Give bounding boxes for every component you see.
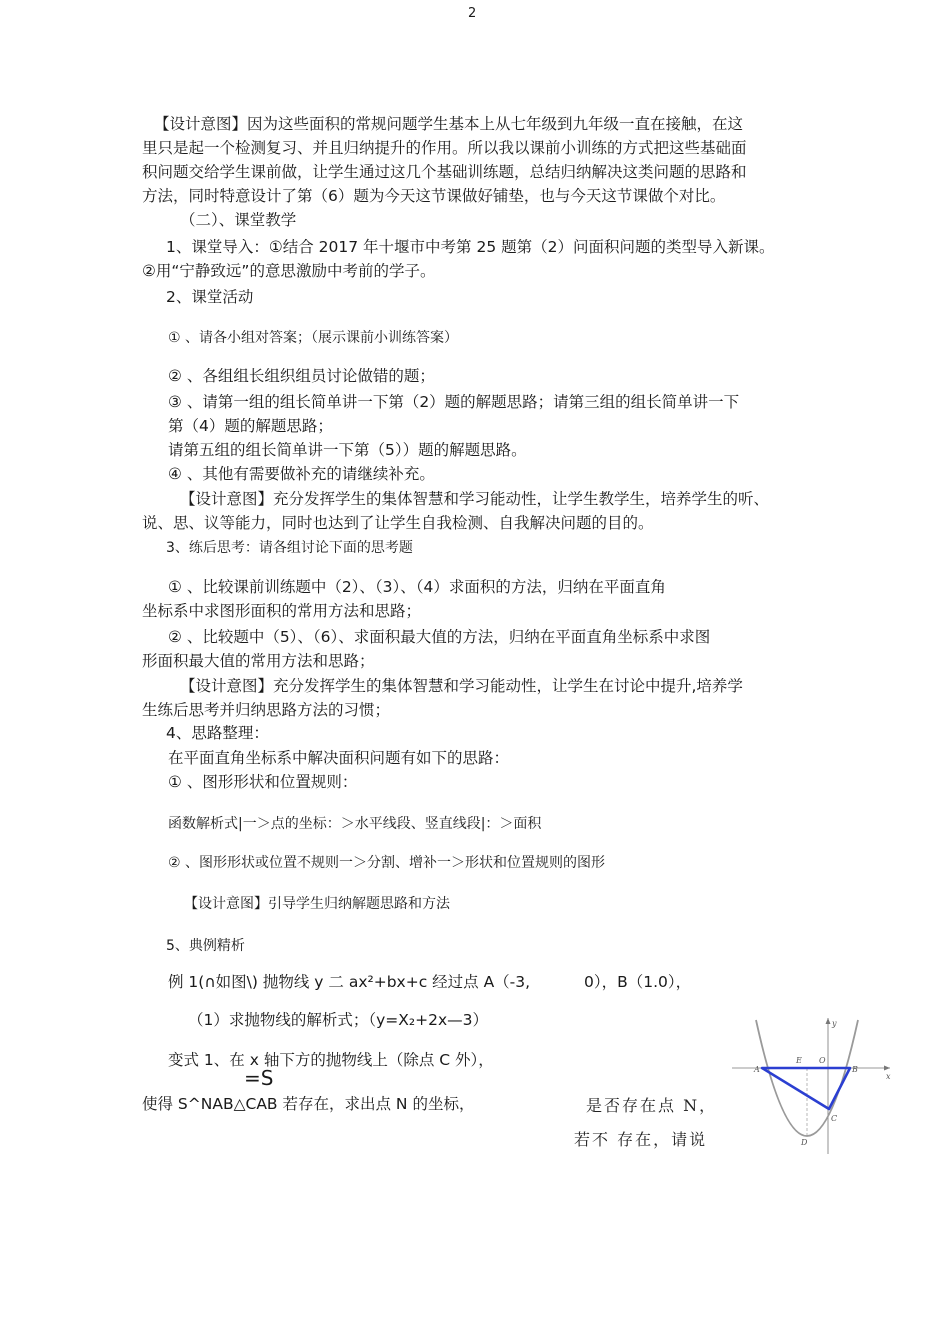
label-e: E: [796, 1056, 802, 1065]
label-y: y: [832, 1019, 837, 1028]
text-line: ③ 、请第一组的组长简单讲一下第（2）题的解题思路；请第三组的组长简单讲一下: [168, 393, 740, 411]
text-line: 0），B（1.0），: [584, 973, 692, 991]
page-number: 2: [468, 6, 477, 21]
text-line: 【设计意图】因为这些面积的常规问题学生基本上从七年级到九年级一直在接触，在这: [154, 115, 744, 133]
text-line: ②用“宁静致远”的意思激励中考前的学子。: [142, 262, 436, 280]
text-line: 生练后思考并归纳思路方法的习惯；: [142, 701, 391, 719]
text-line: 2、课堂活动: [166, 288, 254, 306]
text-line: 1、课堂导入：①结合 2017 年十堰市中考第 25 题第（2）问面积问题的类型导入新课。: [166, 238, 775, 256]
label-a: A: [754, 1065, 760, 1074]
text-line: ① 、比较课前训练题中（2）、（3）、（4）求面积的方法，归纳在平面直角: [168, 578, 666, 596]
text-line: （1）求抛物线的解析式；（y=X₂+2x—3）: [188, 1011, 488, 1029]
text-line: 请第五组的组长简单讲一下第（5））题的解题思路。: [168, 441, 527, 459]
y-axis-arrow: [826, 1018, 831, 1024]
label-x: x: [886, 1072, 891, 1081]
text-line: 里只是起一个检测复习、并且归纳提升的作用。所以我以课前小训练的方式把这些基础面: [142, 139, 747, 157]
equals-s-symbol: =S: [244, 1066, 274, 1090]
handwritten-text: 若不 存在，请说: [574, 1130, 708, 1149]
text-line: 【设计意图】引导学生归纳解题思路和方法: [184, 896, 450, 912]
text-line: ① 、请各小组对答案；（展示课前小训练答案）: [168, 330, 458, 346]
parabola-figure: [728, 1012, 900, 1158]
text-line: ② 、各组组长组织组员讨论做错的题；: [168, 367, 435, 385]
text-line: 3、练后思考：请各组讨论下面的思考题: [166, 540, 413, 556]
text-line: 方法，同时特意设计了第（6）题为今天这节课做好铺垫，也与今天这节课做个对比。: [142, 187, 726, 205]
text-line: 第（4）题的解题思路；: [168, 417, 333, 435]
text-line: ① 、图形形状和位置规则：: [168, 773, 358, 791]
text-line: 变式 1、在 x 轴下方的抛物线上（除点 C 外），: [168, 1051, 494, 1069]
label-o: O: [819, 1056, 826, 1065]
text-line: 函数解析式|一＞点的坐标：＞水平线段、竖直线段|：＞面积: [168, 816, 542, 832]
text-line: 4、思路整理：: [166, 724, 269, 742]
x-axis-arrow: [884, 1066, 890, 1071]
text-line: ④ 、其他有需要做补充的请继续补充。: [168, 465, 435, 483]
label-c: C: [831, 1114, 838, 1123]
text-line: 坐标系中求图形面积的常用方法和思路；: [142, 602, 422, 620]
label-b: B: [852, 1065, 858, 1074]
text-line: 说、思、议等能力，同时也达到了让学生自我检测、自我解决问题的目的。: [142, 514, 654, 532]
text-line: 5、典例精析: [166, 938, 245, 954]
text-line: 形面积最大值的常用方法和思路；: [142, 652, 375, 670]
handwritten-text: 是否存在点 N，: [586, 1096, 718, 1115]
text-line: 【设计意图】充分发挥学生的集体智慧和学习能动性，让学生在讨论中提升,培养学: [180, 677, 743, 695]
text-line: 积问题交给学生课前做，让学生通过这几个基础训练题，总结归纳解决这类问题的思路和: [142, 163, 747, 181]
text-line: 例 1(∩如图\) 抛物线 y 二 ax²+bx+c 经过点 A（-3,: [168, 973, 531, 991]
text-line: ② 、图形形状或位置不规则一＞分割、增补一＞形状和位置规则的图形: [168, 855, 605, 871]
text-line: 【设计意图】充分发挥学生的集体智慧和学习能动性，让学生教学生，培养学生的听、: [180, 490, 770, 508]
text-line: ② 、比较题中（5）、（6）、求面积最大值的方法，归纳在平面直角坐标系中求图: [168, 628, 711, 646]
section-heading: （二）、课堂教学: [180, 211, 297, 229]
label-d: D: [801, 1138, 808, 1147]
text-line: 在平面直角坐标系中解决面积问题有如下的思路：: [168, 749, 510, 767]
text-line: 使得 S^NAB△CAB 若存在，求出点 N 的坐标，: [142, 1095, 475, 1113]
